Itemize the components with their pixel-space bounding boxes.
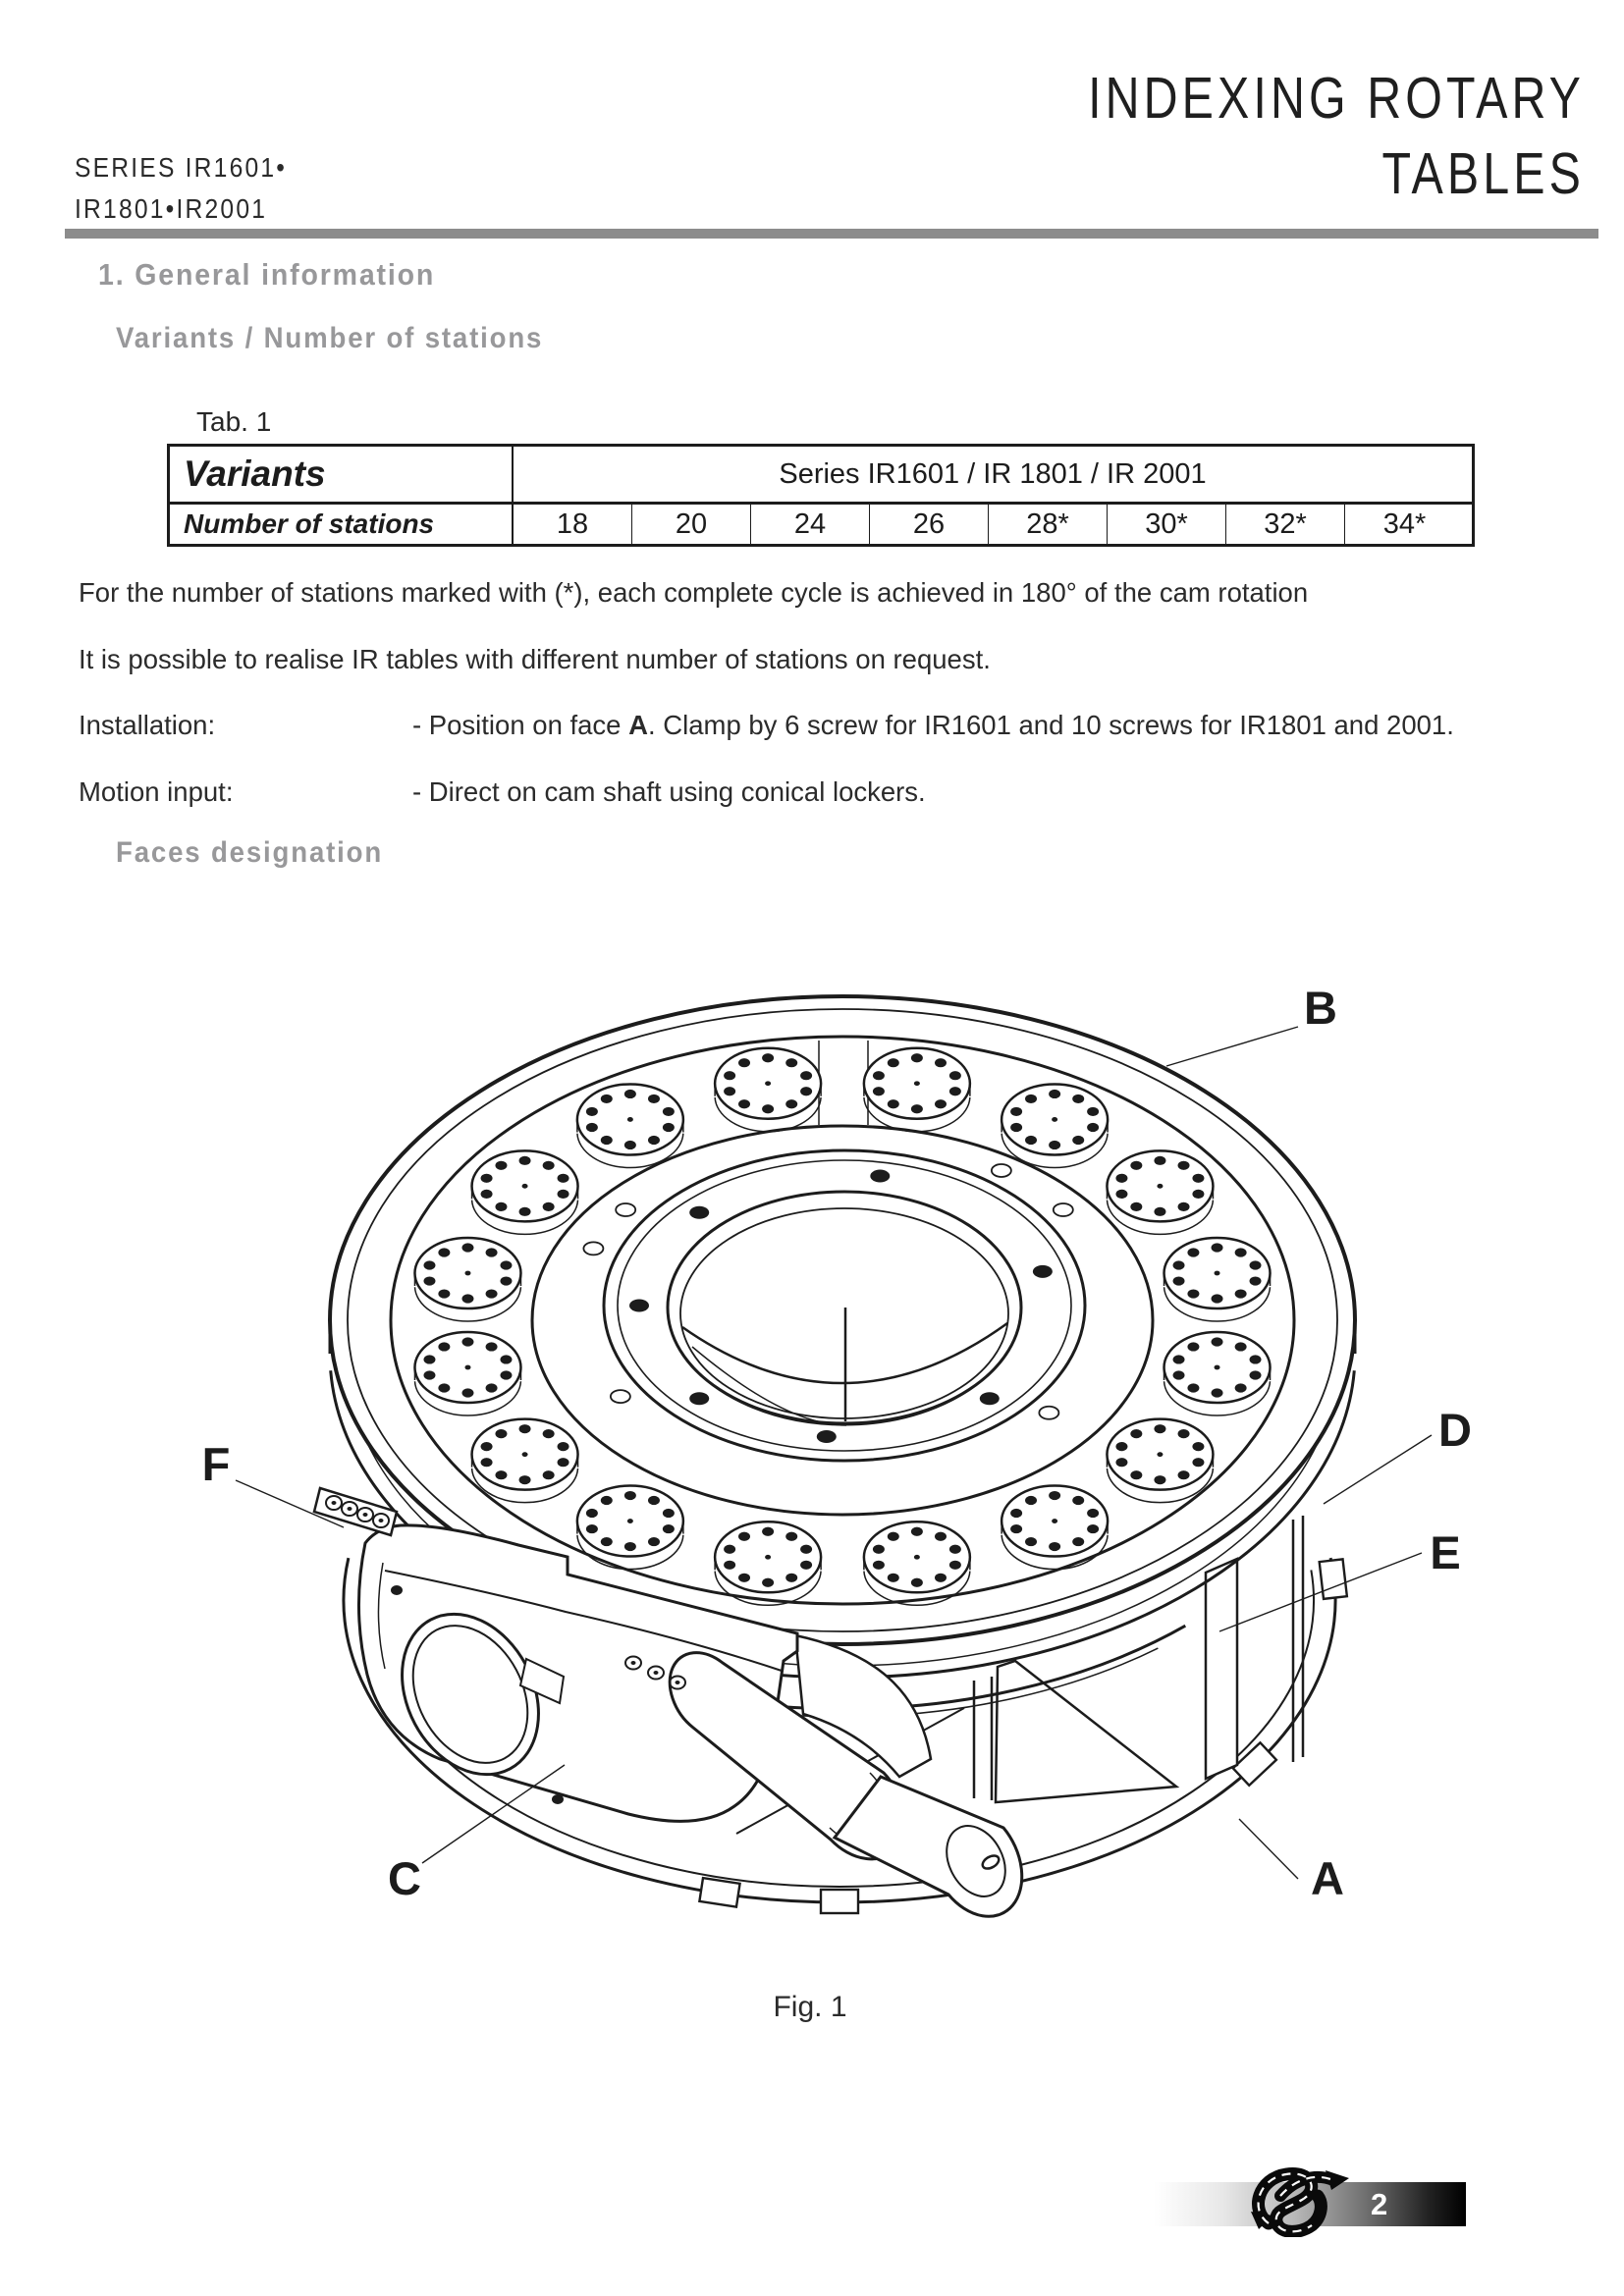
page-title [1088,61,1585,212]
leader-c [422,1765,565,1863]
face-label-f: F [201,1438,231,1490]
motion-label: Motion input: [79,776,234,807]
face-label-c: C [388,1852,421,1904]
leader-a [1239,1819,1298,1879]
motion-desc: - Direct on cam shaft using conical lockers. [412,776,926,807]
rotary-table-figure [177,933,1483,1988]
series-line-1: SERIES IR1601• [75,152,288,183]
logo-flick-right [1326,2170,1349,2190]
table-header-row [170,447,1472,505]
station-value: 28* [989,505,1108,544]
section-heading: 1. General information [98,257,436,292]
figure-caption: Fig. 1 [773,1991,847,2023]
face-label-b: B [1304,982,1337,1034]
station-value: 30* [1108,505,1226,544]
request-paragraph: It is possible to realise IR tables with different number of stations on request. [79,644,991,674]
header-rule [65,229,1598,239]
faces-heading: Faces designation [116,836,384,869]
table-row [170,505,1472,544]
note-paragraph: For the number of stations marked with (*), each complete cycle is achieved in 180° of the cam rotation [79,577,1309,608]
station-value: 18 [514,505,632,544]
station-value: 24 [751,505,870,544]
leader-d [1324,1435,1432,1504]
subsection-heading: Variants / Number of stations [116,322,544,354]
table-header-variants: Variants [170,447,514,502]
installation-desc-post: . Clamp by 6 screw for IR1601 and 10 screws for IR1801 and 2001. [648,710,1454,740]
variants-table [167,444,1475,547]
series-line-2: IR1801•IR2001 [75,193,268,224]
face-label-a: A [1311,1852,1344,1904]
station-value: 32* [1226,505,1345,544]
installation-desc-pre: - Position on face [412,710,629,740]
face-label-d: D [1438,1404,1472,1456]
station-value: 34* [1382,507,1427,540]
face-label-e: E [1430,1526,1461,1578]
row-label-stations: Number of stations [170,505,514,544]
page-number: 2 [1371,2187,1388,2221]
installation-label: Installation: [79,710,216,740]
installation-desc-face: A [628,710,648,740]
series-block [75,147,287,230]
station-value: 20 [632,505,751,544]
station-value: 26 [870,505,989,544]
figure-drawing [314,996,1355,1916]
table-caption: Tab. 1 [196,406,272,437]
table-header-series: Series IR1601 / IR 1801 / IR 2001 [779,457,1207,490]
brand-logo-icon [1247,2155,1357,2237]
title-line-2: TABLES [1381,141,1585,206]
installation-desc [412,710,1454,741]
title-line-1: INDEXING ROTARY [1088,66,1585,131]
leader-b [1166,1027,1298,1066]
